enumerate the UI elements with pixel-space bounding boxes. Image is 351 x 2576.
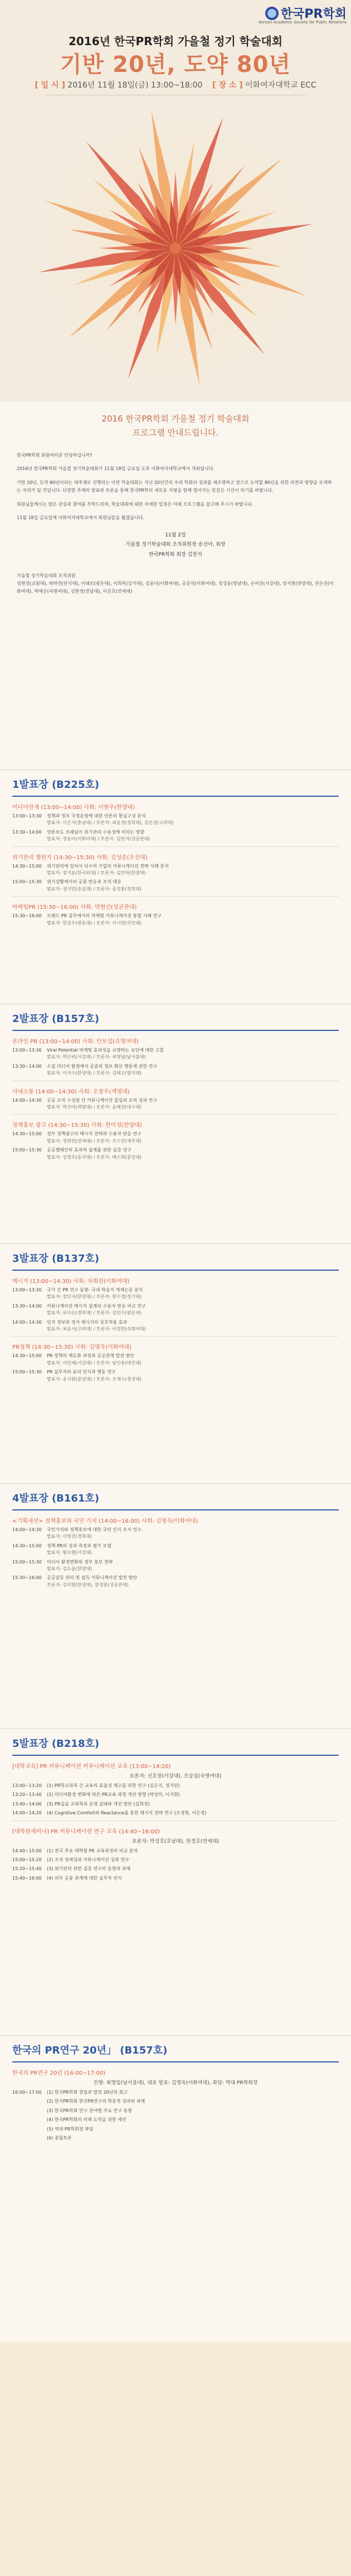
program-topic: (3) 한국PR학회 연구 분야별 주요 연구 동향 — [47, 2108, 132, 2113]
program-row — [12, 1801, 339, 1808]
program-people: 발표자: 유다은(경희대) / 토론자: 김민수(광운대) — [47, 1310, 142, 1316]
session-title: 한국의 PR연구 20년」 (B157호) — [12, 2042, 339, 2062]
block-title: 온라인 PR (13:00~14:00) 사회: 안보섭(숙명여대) — [12, 1039, 139, 1045]
program-people: 발표자: 이민재(서강대) / 토론자: 남인용(대진대) — [47, 1360, 142, 1366]
program-desc — [47, 1287, 339, 1301]
block-note: 토론자: 박성호(호남대), 한정호(연세대) — [131, 1838, 220, 1844]
session-room — [0, 769, 351, 1004]
program-desc — [47, 863, 339, 877]
program-row — [12, 813, 339, 827]
program-people: 발표자: 장지윤(한국외대) / 토론자: 김민하(한양대) — [47, 870, 146, 875]
block-note: 토론자: 신호창(서강대), 조삼섭(숙명여대) — [129, 1774, 222, 1779]
program-topic: 공공 조직 구성원 간 커뮤니케이션 몰입과 조직 성과 연구 — [47, 1097, 158, 1103]
program-topic: 위기상황에서의 공중 반응과 조직 대응 — [47, 879, 121, 885]
program-topic: (3) 위기관리 관련 실증 연구의 동향과 과제 — [47, 1866, 131, 1872]
program-people: 발표자: 박은비(서강대) / 토론자: 최영남(남서울대) — [47, 1054, 146, 1060]
program-row — [12, 1857, 339, 1863]
block-title: PR정책 (14:30~15:30) 사회: 김영욱(이화여대) — [12, 1344, 131, 1351]
program-time — [12, 2126, 47, 2133]
program-topic: 위기관리에 있어서 다수의 기업의 커뮤니케이션 전략 사례 분석 — [47, 863, 169, 869]
program-topic: (1) PR학교과목 간 교육의 효율성 제고를 위한 연구 (김은지, 정지민) — [47, 1783, 180, 1788]
program-people: 발표자: 한상우(광운대) / 토론자: 이서연(국민대) — [47, 920, 142, 926]
program-row — [12, 879, 339, 893]
block-title: <기획세션> 정책홍보와 국민 가치 (14:00~16:00) 사회: 김영욱(이화여대) — [12, 1518, 198, 1524]
program-row — [12, 913, 339, 927]
committee-block — [17, 572, 334, 596]
session-room — [0, 1243, 351, 1483]
session-title: 5발표장 (B218호) — [12, 1736, 339, 1756]
program-topic: 국가 간 PR 연구 동향: 국내 학술지 게재논문 분석 — [47, 1287, 143, 1292]
program-desc — [47, 1791, 339, 1798]
program-topic: 공공캠페인의 효과적 설계를 위한 실증 연구 — [47, 1147, 131, 1153]
conference-title: 2016년 한국PR학회 가을철 정기 학술대회 — [68, 35, 283, 48]
program-desc — [47, 1857, 339, 1863]
session-title: 2발표장 (B157호) — [12, 1011, 339, 1031]
program-time: 14:30~15:00 — [12, 863, 42, 869]
conference-theme: 기반 20년, 도약 80년 — [60, 52, 291, 78]
block-title: 마케팅PR (15:30~16:00) 사회: 박현선(성균관대) — [12, 904, 137, 911]
session-title: 4발표장 (B161호) — [12, 1490, 339, 1510]
program-desc — [47, 1866, 339, 1872]
block-title: 미디어관계 (13:00~14:00) 사회: 이현우(한양대) — [12, 805, 135, 811]
program-time: 14:00~14:30 — [12, 1527, 42, 1532]
program-time: 15:00~15:30 — [12, 1147, 42, 1153]
program-row — [12, 1147, 339, 1161]
program-time — [12, 2135, 47, 2142]
intro-title: 2016 한국PR학회 가을철 정기 학술대회 — [101, 414, 250, 424]
intro-paragraph: 회원님들께서는 많은 관심과 참여를 부탁드리며, 학술대회에 대한 자세한 일정은 아래 프로그램을 참고해 주시기 바랍니다. — [17, 501, 254, 507]
program-topic: (6) 종합토론 — [47, 2135, 72, 2141]
program-topic: 정책 PR의 성과 측정과 평가 모델 — [47, 1543, 111, 1548]
society-logo — [265, 4, 347, 22]
program-topic: 커뮤니케이션 메시지 설계의 수용자 반응 비교 연구 — [47, 1303, 146, 1309]
block-divider — [12, 846, 339, 847]
date-value: 2016년 11월 18일(금) 13:00~18:00 — [67, 81, 203, 90]
program-desc — [47, 1353, 339, 1367]
program-time — [12, 2098, 47, 2105]
program-topic: (2) 미디어환경 변화에 따른 PR교육 과정 개선 방향 (박성미, 이지현) — [47, 1792, 180, 1798]
program-topic: (1) 한국PR학회 창립과 발전 20년의 회고 — [47, 2090, 128, 2095]
program-time: 16:00~17:00 — [12, 2090, 42, 2095]
block-title: 위기관리 챌린지 (14:30~15:30) 사회: 김성준(조선대) — [12, 854, 148, 861]
program-row — [12, 1783, 339, 1789]
program-row — [12, 1543, 339, 1557]
program-topic: 브랜드 PR 실무에서의 마케팅 커뮤니케이션 통합 사례 연구 — [47, 913, 162, 919]
program-time: 15:30~16:00 — [12, 913, 42, 919]
program-people: 발표자: 박진아(계명대) / 토론자: 윤혜진(대구대) — [47, 1104, 142, 1110]
program-time: 15:00~15:30 — [12, 879, 42, 885]
block-note: 진행: 최영임(남서울대), 대표 발표: 김영욱(이화여대), 좌담: 역대 PR학회장 — [93, 2080, 258, 2086]
program-time: 13:30~14:00 — [12, 829, 42, 835]
program-topic: 인지 정보와 정서 메시지의 상호작용 효과 — [47, 1319, 128, 1325]
program-time: 13:30~14:00 — [12, 1303, 42, 1309]
sign-date: 11월 2일 — [165, 532, 186, 539]
sessions-container — [0, 769, 351, 2342]
program-desc — [47, 1575, 339, 1589]
program-topic: (1) 전국 주요 대학원 PR 교육과정의 비교 분석 — [47, 1848, 138, 1853]
block-title: 사내소통 (14:00~14:30) 사회: 오창우(계명대) — [12, 1088, 130, 1095]
program-row — [12, 1791, 339, 1798]
program-desc — [47, 1147, 339, 1161]
program-desc — [47, 1097, 339, 1111]
program-time: 15:00~15:30 — [12, 1559, 42, 1565]
session-title: 1발표장 (B225호) — [12, 777, 339, 797]
intro-section — [0, 401, 351, 769]
program-time — [12, 2117, 47, 2123]
program-people: 발표자: 장민지(한양대) / 토론자: 한수경(경기대) — [47, 1294, 142, 1300]
program-time: 15:00~15:30 — [12, 1369, 42, 1375]
program-people: 발표자: 김도윤(한양대) — [47, 1566, 92, 1571]
program-row — [12, 1810, 339, 1817]
program-time: 13:00~13:30 — [12, 814, 42, 819]
intro-subtitle: 프로그램 안내드립니다. — [132, 428, 219, 438]
intro-paragraph: 11월 18일 금요일에 이화여자대학교에서 회원님들을 뵙겠습니다. — [17, 515, 144, 520]
program-desc — [47, 1875, 339, 1882]
program-desc — [47, 1783, 339, 1789]
program-row — [12, 1875, 339, 1882]
program-people: 발표자: 최윤서(고려대) / 토론자: 이정민(숙명여대) — [47, 1326, 146, 1331]
program-row — [12, 2098, 339, 2105]
program-row — [12, 829, 339, 843]
committee-list: 정현정(교원대), 박하연(단국대), 이태로(광운대), 이희복(상지대), 김윤미(이화여대), 공준석(이화여대), 정성동(영남대), 손여진(서강대), 장서현(한양대), 권은진(이화여대), 박예은(숙명여대), 김현정(전남대), 이준호(연세대) — [17, 581, 334, 594]
program-desc — [47, 2135, 339, 2142]
session-title: 3발표장 (B137호) — [12, 1251, 339, 1271]
program-desc — [47, 1559, 339, 1573]
sign-name: 한국PR학회 회장 김찬석 — [149, 551, 202, 558]
program-topic: (4) 한국PR학회의 미래 도약을 위한 제언 — [47, 2117, 126, 2123]
intro-paragraph: 기반 20년, 도약 80년이라는 대주제로 진행되는 이번 학술대회는 지난 20년간의 우리 학회의 성과를 재조명하고 앞으로 도약할 80년을 위한 비전과 방향을 모색하는 자리가 될 것입니다. 다양한 주제의 발표와 토론을 통해 한국PR학의 새로운 지평을 함께 열어가는 뜻깊은 시간이 되기를 바랍니다. — [17, 480, 332, 493]
program-row — [12, 1097, 339, 1111]
program-time: 13:40~14:00 — [12, 1801, 42, 1807]
program-topic: (4) Cognitive Comfort와 Reactance를 통한 메시지 전략 연구 (조정현, 이은정) — [47, 1810, 207, 1816]
program-time: 15:00~15:20 — [12, 1857, 42, 1862]
session-room — [0, 1483, 351, 1728]
logo-mark-icon — [265, 7, 279, 20]
program-time: 14:00~14:20 — [12, 1810, 42, 1816]
block-title: [대학원세미나] PR 커뮤니케이션 연구 교육 (14:40~16:00) — [12, 1828, 160, 1835]
program-row — [12, 1559, 339, 1573]
program-desc — [47, 879, 339, 893]
program-topic: Viral Potential 마케팅 효과성을 규명하는 요인에 대한 고찰 — [47, 1048, 164, 1053]
program-people: 발표자: 이영진(경희대) — [47, 1534, 92, 1539]
program-time: 14:00~14:30 — [12, 1097, 42, 1103]
program-row — [12, 1303, 339, 1317]
program-desc — [47, 1527, 339, 1541]
session-room — [0, 1004, 351, 1243]
block-divider — [12, 896, 339, 897]
block-title: 한국의 PR연구 20년 (16:00~17:00) — [12, 2070, 106, 2076]
program-row — [12, 1369, 339, 1383]
block-title: 메시지 (13:00~14:30) 사회: 차희원(이화여대) — [12, 1279, 130, 1285]
program-row — [12, 2117, 339, 2123]
program-desc — [47, 2089, 339, 2096]
program-desc — [47, 1369, 339, 1383]
conference-info — [0, 79, 351, 90]
program-desc — [47, 1303, 339, 1317]
program-desc — [47, 2126, 339, 2133]
program-desc — [47, 1319, 339, 1333]
program-people: 발표자: 정현민(연세대) / 토론자: 조수진(제주대) — [47, 1138, 142, 1144]
sign-org: 가을철 정기학술대회 조직위원장 송선아, 회장 — [125, 542, 226, 548]
program-row — [12, 1527, 339, 1541]
program-row — [12, 1131, 339, 1145]
program-desc — [47, 1543, 339, 1557]
program-people: 발표자: 이지수(한양대) / 토론자: 김태오(명지대) — [47, 1071, 142, 1076]
program-topic: (2) 한국PR학회 한국PR연구의 학문적 성과와 과제 — [47, 2099, 145, 2104]
program-desc — [47, 1848, 339, 1854]
program-row — [12, 1353, 339, 1367]
star-sphere-illustration — [0, 100, 351, 401]
intro-body — [17, 452, 334, 522]
program-time: 13:00~13:30 — [12, 1048, 42, 1053]
program-topic: PR 정책의 제도화 과정과 공공관계 발전 방안 — [47, 1353, 135, 1359]
program-time: 15:40~16:00 — [12, 1875, 42, 1881]
program-desc — [47, 913, 339, 927]
program-time — [12, 2108, 47, 2114]
logo-text: 한국PR학회 — [280, 7, 347, 21]
program-people: 토론자: 강의현(한양대), 한정훈(성균관대) — [47, 1582, 129, 1587]
program-time: 13:30~14:00 — [12, 1063, 42, 1069]
program-topic: 국민가치와 정책홍보에 대한 국민 인식 조사 연구 — [47, 1527, 142, 1532]
program-topic: (3) PR실습 교과목의 운영 실태와 개선 방안 (김희정) — [47, 1801, 150, 1807]
program-people: 발표자: 송지원(중앙대) / 토론자: 조재수(경성대) — [47, 1376, 142, 1382]
program-desc — [47, 2098, 339, 2105]
program-people: 발표자: 이은지(충남대) / 토론자: 최윤정(경희대), 김은정(고려대) — [47, 820, 174, 826]
block-title: 정책홍보 광고 (14:30~15:30) 사회: 한미정(한양대) — [12, 1122, 142, 1129]
program-time: 13:20~13:40 — [12, 1792, 42, 1798]
program-topic: (5) 역대 PR학회장 좌담 — [47, 2126, 94, 2132]
program-row — [12, 2089, 339, 2096]
program-topic: 미디어 환경변화와 정부 홍보 전략 — [47, 1559, 113, 1565]
program-row — [12, 1319, 339, 1333]
program-topic: 언론보도 프레임이 위기관리 수용성에 미치는 영향 — [47, 829, 145, 835]
block-title: [대학교육] PR 커뮤니케이션 커뮤니케이션 교육 (13:00~14:20) — [12, 1764, 171, 1770]
program-time: 13:00~13:20 — [12, 1783, 42, 1788]
program-topic: (4) 외부 공중 관계에 대한 실무자 인식 — [47, 1875, 122, 1881]
program-time: 15:30~16:00 — [12, 1575, 42, 1581]
program-row — [12, 1575, 339, 1589]
program-row — [12, 2135, 339, 2142]
program-people: 발표자: 김영호(동국대) / 토론자: 배소희(중앙대) — [47, 1154, 142, 1160]
program-people: 발표자: 황보현(서강대) — [47, 1550, 92, 1556]
program-desc — [47, 1810, 339, 1817]
block-divider — [12, 1114, 339, 1115]
place-label: [ 장 소 ] — [212, 81, 243, 90]
session-room — [0, 2035, 351, 2342]
program-topic: 공공갈등 관리 및 설득 커뮤니케이션 발전 방안 — [47, 1575, 138, 1581]
program-topic: PR 실무자의 윤리 인식과 행동 연구 — [47, 1369, 116, 1375]
program-desc — [47, 2117, 339, 2123]
hero-banner — [0, 0, 351, 401]
program-row — [12, 1287, 339, 1301]
program-row — [12, 863, 339, 877]
program-time: 13:00~13:30 — [12, 1287, 42, 1292]
program-time: 14:30~15:00 — [12, 1131, 42, 1137]
program-time: 14:00~14:30 — [12, 1319, 42, 1325]
program-time: 14:40~15:00 — [12, 1848, 42, 1853]
intro-paragraph: 한국PR학회 회원여러분 안녕하십니까? — [17, 453, 92, 458]
place-value: 이화여자대학교 ECC — [245, 81, 316, 90]
program-row — [12, 2126, 339, 2133]
program-row — [12, 1866, 339, 1872]
program-desc — [47, 1047, 339, 1061]
program-desc — [47, 1131, 339, 1145]
program-row — [12, 1063, 339, 1077]
program-desc — [47, 1063, 339, 1077]
block-divider — [12, 1336, 339, 1337]
session-room — [0, 1728, 351, 2035]
program-topic: 소셜 미디어 환경에서 공중의 정보 확산 행동에 관한 연구 — [47, 1063, 158, 1069]
program-topic: 정책과 정치 국정운영에 대한 언론의 현실구성 분석 — [47, 814, 146, 819]
program-row — [12, 2108, 339, 2114]
program-desc — [47, 1801, 339, 1808]
program-topic: 정부 정책광고의 메시지 전략과 수용자 반응 연구 — [47, 1131, 142, 1137]
date-label: [ 일 시 ] — [35, 81, 65, 90]
intro-signature — [17, 531, 334, 559]
committee-title: 가을철 정기학술대회 조직위원 — [17, 573, 76, 578]
program-desc — [47, 829, 339, 843]
program-desc — [47, 2108, 339, 2114]
block-divider — [12, 1820, 339, 1821]
program-people: 발표자: 정윤아(이화여대) / 토론자: 김민지(성균관대) — [47, 836, 150, 842]
logo-subtitle: Korean Academic Society for Public Relations — [259, 20, 347, 25]
program-topic: (2) 조직 정체성과 커뮤니케이션 성과 연구 — [47, 1857, 129, 1862]
intro-paragraph: 2016년 한국PR학회 가을철 정기학술대회가 11월 18일 금요일 오후 이화여자대학교에서 개최됩니다. — [17, 466, 214, 472]
program-time: 14:30~15:00 — [12, 1543, 42, 1548]
program-row — [12, 1047, 339, 1061]
program-people: 발표자: 권지민(숭실대) / 토론자: 윤정훈(경희대) — [47, 886, 142, 892]
program-time: 14:30~15:00 — [12, 1353, 42, 1359]
program-desc — [47, 813, 339, 827]
program-time: 15:20~15:40 — [12, 1866, 42, 1872]
program-row — [12, 1848, 339, 1854]
